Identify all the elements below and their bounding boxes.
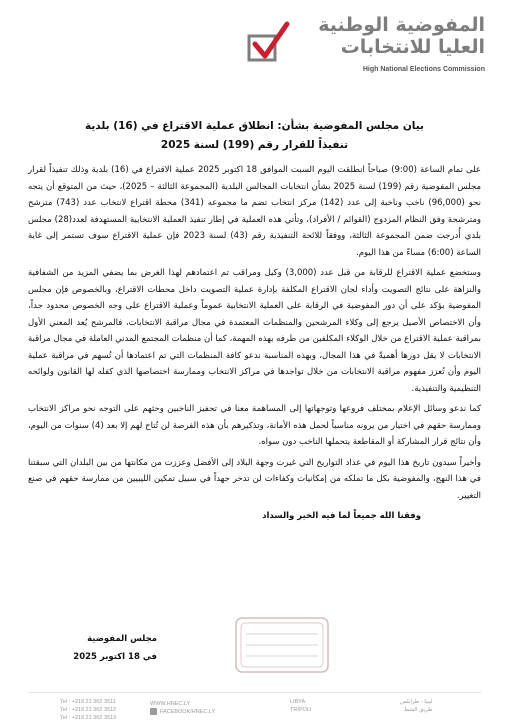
statement-title <box>28 117 481 155</box>
closing-line: وفقنا الله جميعاً لما فيه الخير والسداد <box>262 511 421 521</box>
ballot-box-checkmark-icon <box>245 18 291 64</box>
footer-facebook[interactable]: FACEBOOK/HNEC.LY <box>160 709 216 715</box>
page-footer <box>0 692 509 720</box>
footer-phone-2: Tel : +218 21 362 3512 <box>60 707 117 713</box>
footer-website[interactable]: WWW.HNEC.LY <box>150 701 191 707</box>
signature-date: في 18 اكتوبر 2025 <box>73 652 157 662</box>
footer-phone-3: Tel : +218 21 362 3513 <box>60 715 117 721</box>
official-stamp <box>232 614 332 676</box>
paragraph-3: كما ندعو وسائل الإعلام بمختلف فروعها وتوجهاتها إلى المساهمة معنا في تحفيز الناخبين وحثهم على التوجه نحو مراكز الانتخاب وممارسة حقهم في اختيار من يرونه مناسباً لحمل هذه الأمانة، وتذكيرهم بأن هذه الفرصة لن تُتاح لهم إلا بعد (4) سنوات من اليوم، وأن نتائج قرار المشاركة أو المقاطعة يتحملها الناخب دون سواه. <box>28 404 481 447</box>
facebook-icon <box>150 708 157 715</box>
paragraph-2: وستخضع عملية الاقتراع للرقابة من قبل عدد (3,000) وكيل ومراقب تم اعتمادهم لهذا الغرض بما يضفي المزيد من الشفافية والنزاهة على نتائج التصويت وأداء لجان الاقتراع المكلفة بإدارة عملية التصويت داخل محطات الاقتراع، وبالخصوص فإن مجلس المفوضية يؤكد على أن دور المفوضية في الرقابة على العملية الانتخابية عموماً وعملية الاقتراع على وجه الخصوص محدود جداً، وأن الاختصاص الأصيل يرجع إلى وكلاء المرشحين والمنظمات المعتمدة في مجال مراقبة الانتخابات، فالمرشح يُعد المعني الأول بمراقبة عملية الاقتراع من خلال الوكلاء المكلفين من طرفه بهذه المهمة، كما أن منظمات المجتمع المدني العاملة في مجال مراقبة الانتخابات لا يقل دورها أهميةً في هذا المجال، وبهذه المناسبة ندعو كافة المنظمات التي تم اعتمادها أن تُسهم في مراقبة عملية اليوم وأن تُعزز مفهوم مراقبة الانتخابات من خلال تواجدها في مراكز الانتخاب وممارسة اختصاصها الذي كفله لها القانون ولوائحه التنظيمية والتنفيذية. <box>28 268 481 394</box>
footer-phone-1: Tel : +218 21 362 3511 <box>60 699 116 705</box>
statement-body <box>28 162 481 529</box>
title-line-2: تنفيذاً للقرار رقم (199) لسنة 2025 <box>160 139 349 151</box>
footer-divider <box>28 692 481 693</box>
signature-block <box>40 630 157 666</box>
footer-social <box>150 700 215 716</box>
footer-facebook-row <box>150 708 215 716</box>
paragraph-4: وأخيراً سيدون تاريخ هذا اليوم في عداد التواريخ التي غيرت وجهة البلاد إلى الأفضل وعززت من مكانتها من بين البلدان التي سبقتنا في هذا النهج، والمفوضية بكل ما تملكه من إمكانيات وكفاءات لن تدخر جهداً في سبيل تمكين الليبيين من ممارسة حقهم في صنع التغيير. <box>28 457 481 501</box>
footer-address-ar: ليبيا - طرابلس طريق الشط <box>400 699 433 713</box>
org-name-ar-line2: العليا للانتخابات <box>340 36 485 58</box>
org-name-ar-line1: المفوضية الوطنية <box>318 14 485 36</box>
org-name-en: High National Elections Commission <box>362 66 485 73</box>
paragraph-1: على تمام الساعة (9:00) صباحاً انطلقت اليوم السبت الموافق 18 اكتوبر 2025 عملية الاقتراع في (16) بلدية وذلك تنفيذاً لقرار مجلس المفوضية رقم (199) لسنة 2025 بشأن انتخابات المجالس البلدية (المجموعة الثالثة – 2025)، حيث من المتوقع أن يتجه نحو (96,000) ناخب وناخبة إلى عدد (142) مركز انتخاب تضم ما مجموعه (341) محطة اقتراع لانتخاب عدد (743) مترشح ومترشحة وفق النظام المزدوج (القوائم / الأفراد)، وتأتي هذه العملية في إطار تنفيذ العملية الانتخابية المستهدفة لعدد(28) مجلس بلدي أُدرجت ضمن المجموعة الثالثة، ووفقاً للائحة التنفيذية رقم (43) لسنة 2023 فإن عملية الاقتراع سوف تستمر إلى غاية الساعة (6:00) مساءً من هذا اليوم. <box>28 165 482 258</box>
title-line-1: بيان مجلس المفوضية بشأن: انطلاق عملية الاقتراع في (16) بلدية <box>85 120 424 132</box>
footer-city-en: LIBYA TRIPOLI <box>290 699 312 713</box>
signature-issuer: مجلس المفوضية <box>87 634 157 644</box>
footer-phones <box>60 698 116 722</box>
commission-logo <box>245 14 485 80</box>
